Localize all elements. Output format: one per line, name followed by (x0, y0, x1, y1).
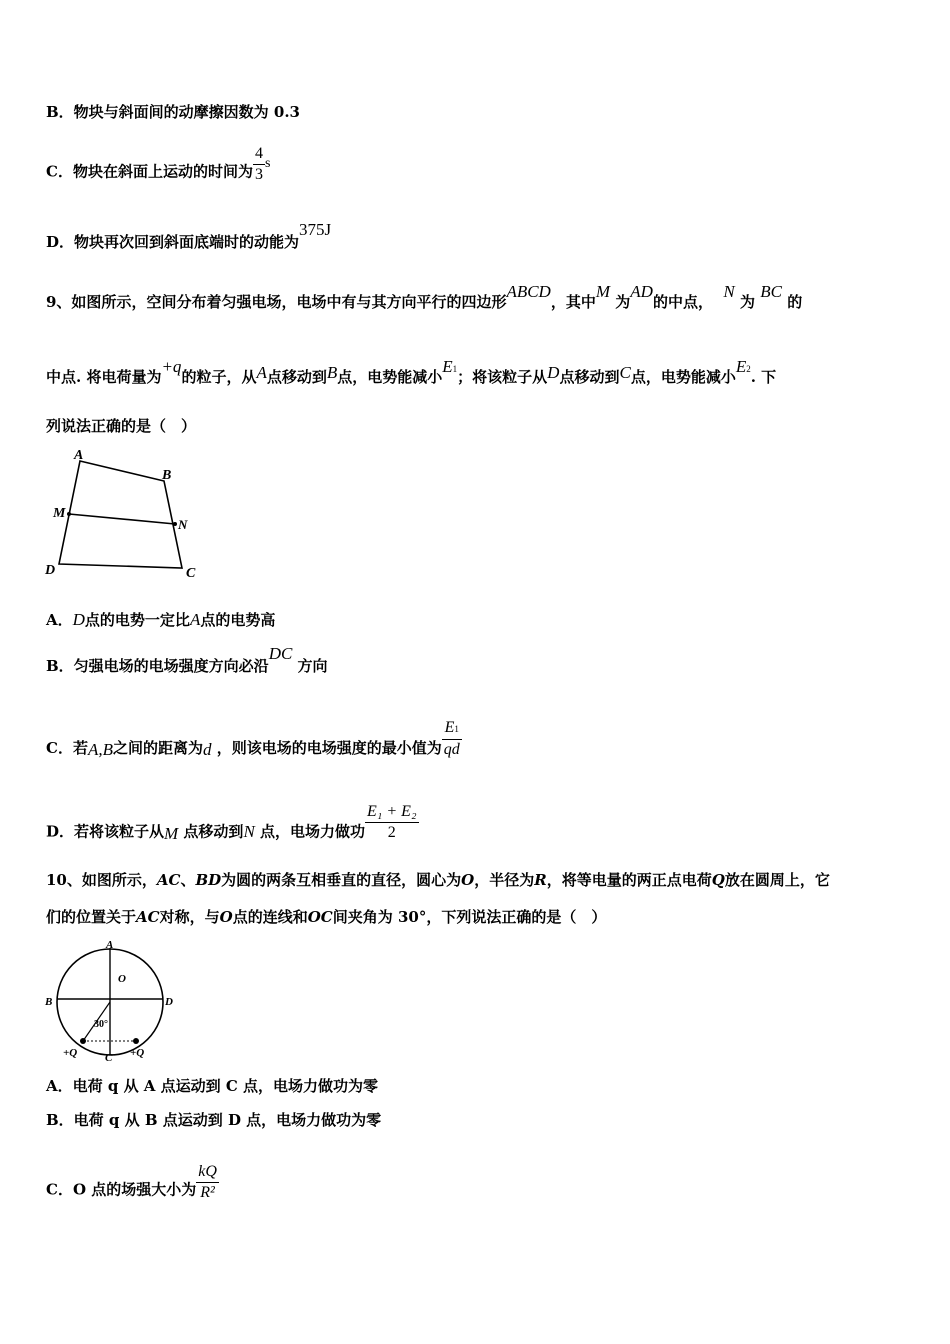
q8-option-c-unit: s (264, 155, 271, 171)
q8-option-b: B．物块与斜面间的动摩擦因数为 0.3 (46, 103, 300, 121)
subscript: 1 (452, 364, 458, 374)
math: d (203, 740, 212, 759)
text: 点的电势一定比 (84, 611, 190, 629)
math: M (595, 282, 611, 301)
text: ，将等电量的两正点电荷 (546, 871, 712, 889)
q9-option-b (46, 644, 328, 676)
text: 9、如图所示，空间分布着匀强电场，电场中有与其方向平行的四边形 (46, 293, 507, 311)
q9-option-c (46, 719, 462, 770)
fraction-numerator: E₁ + E₂ (365, 802, 418, 823)
math: E (735, 357, 747, 376)
text: 点，电势能减小 (630, 368, 736, 386)
math: DC (268, 644, 293, 663)
math: N (723, 282, 735, 301)
label-b: B (45, 996, 53, 1008)
label-d: D (45, 563, 56, 578)
q8-option-d-text: D．物块再次回到斜面底端时的动能为 (46, 233, 300, 251)
math: A,B (87, 740, 113, 759)
label-d: D (165, 996, 173, 1008)
q10-option-b: B．电荷 q 从 B 点运动到 D 点，电场力做功为零 (46, 1111, 382, 1129)
text: 之间的距离为 (112, 739, 203, 757)
text: 点，电场力做功 (260, 822, 366, 841)
label-q1: +Q (63, 1047, 78, 1059)
fraction-numerator: 4 (253, 144, 265, 165)
q9-option-d-fraction (365, 802, 418, 843)
math: BC (760, 282, 782, 301)
text: ，则该电场的电场强度的最小值为 (216, 739, 442, 757)
text: C．若 (46, 739, 88, 757)
text: 10、如图所示， (46, 871, 157, 889)
fraction-denominator: 2 (387, 824, 396, 841)
math: O (219, 908, 233, 926)
math: Q (711, 871, 725, 889)
q9-option-a (46, 610, 275, 630)
text: 对称，与 (159, 908, 220, 926)
label-c: C (105, 1052, 113, 1064)
math: R (534, 871, 547, 889)
text: 、 (180, 871, 196, 889)
q8-option-d (46, 220, 332, 252)
text: 们的位置关于 (46, 908, 137, 926)
math: C (619, 363, 631, 382)
text: 为 (740, 293, 756, 311)
text: 的 (787, 293, 803, 311)
math: OC (307, 908, 333, 926)
math-E1 (442, 357, 457, 376)
q9-quadrilateral-figure (44, 446, 214, 582)
subscript: 2 (746, 364, 751, 374)
math: AD (630, 282, 653, 301)
q8-option-c (46, 145, 271, 193)
q8-option-c-fraction (253, 144, 265, 185)
math: E (444, 719, 455, 736)
math: ABCD (506, 282, 551, 301)
text: 放在圆周上，它 (724, 871, 830, 889)
q10-option-c-fraction (196, 1162, 219, 1203)
math: D (72, 610, 85, 629)
text: 点移动到 (266, 368, 327, 386)
charge-q1 (80, 1038, 86, 1044)
fraction-denominator: R² (200, 1184, 215, 1201)
text: 为圆的两条互相垂直的直径，圆心为 (221, 871, 462, 889)
label-q2: +Q (130, 1047, 145, 1059)
text: 间夹角为 30°，下列说法正确的是（ ） (332, 908, 607, 926)
q8-option-c-text: C．物块在斜面上运动的时间为 (46, 162, 253, 181)
text: B．匀强电场的电场强度方向必沿 (46, 657, 269, 675)
fraction-denominator: 3 (254, 166, 263, 183)
math: N (243, 821, 255, 841)
label-a: A (74, 448, 84, 463)
math: AC (156, 871, 181, 889)
text: 点移动到 (183, 822, 244, 841)
subscript: 1 (454, 724, 459, 734)
label-m: M (53, 506, 66, 521)
q9-stem-line2 (46, 357, 777, 389)
fraction-denominator: qd (443, 741, 460, 758)
label-n: N (178, 517, 188, 532)
label-o: O (118, 973, 126, 985)
q10-stem-line1 (46, 870, 830, 890)
text: 中点. 将电荷量为 (46, 368, 162, 386)
math-E2 (736, 357, 751, 376)
text: 为 (615, 293, 631, 311)
label-c: C (186, 566, 196, 581)
text: ；将该粒子从 (457, 368, 548, 386)
point-m (67, 512, 71, 516)
text: 方向 (297, 657, 328, 675)
point-n (173, 522, 177, 526)
label-angle: 30° (94, 1019, 108, 1030)
text: ，半径为 (474, 871, 535, 889)
q10-circle-figure (44, 938, 184, 1066)
math: AC (136, 908, 160, 926)
math: A (256, 363, 267, 382)
text: 的中点， (652, 293, 713, 311)
text: 点移动到 (559, 368, 620, 386)
q10-option-c (46, 1163, 219, 1211)
text: A． (46, 611, 73, 629)
q9-option-c-fraction (442, 718, 462, 760)
text: C．O 点的场强大小为 (46, 1180, 197, 1199)
q8-option-d-value: 375J (299, 220, 332, 239)
math: B (326, 363, 338, 382)
math: M (164, 823, 179, 843)
text: 的粒子，从 (181, 368, 257, 386)
label-a: A (106, 939, 114, 951)
math: E (442, 357, 453, 376)
text: D．若将该粒子从 (46, 822, 165, 841)
math: +q (161, 357, 182, 376)
math: D (547, 363, 560, 382)
q9-option-d (46, 803, 419, 853)
text: 点的连线和 (232, 908, 308, 926)
q10-option-a: A．电荷 q 从 A 点运动到 C 点，电场力做功为零 (46, 1077, 379, 1095)
q10-stem-line2 (46, 907, 606, 927)
text: ，其中 (550, 293, 596, 311)
segment-mn (69, 514, 175, 524)
math: BD (195, 871, 222, 889)
charge-q2 (133, 1038, 139, 1044)
q9-stem-line1 (46, 282, 803, 312)
text: 点，电势能减小 (337, 368, 443, 386)
fraction-numerator: kQ (196, 1162, 219, 1183)
text: . 下 (750, 368, 777, 386)
math: A (189, 610, 201, 629)
q9-stem-line3: 列说法正确的是（ ） (46, 417, 197, 435)
fraction-numerator (442, 718, 462, 740)
text: 点的电势高 (200, 611, 276, 629)
label-b: B (162, 468, 172, 483)
math: O (461, 871, 475, 889)
